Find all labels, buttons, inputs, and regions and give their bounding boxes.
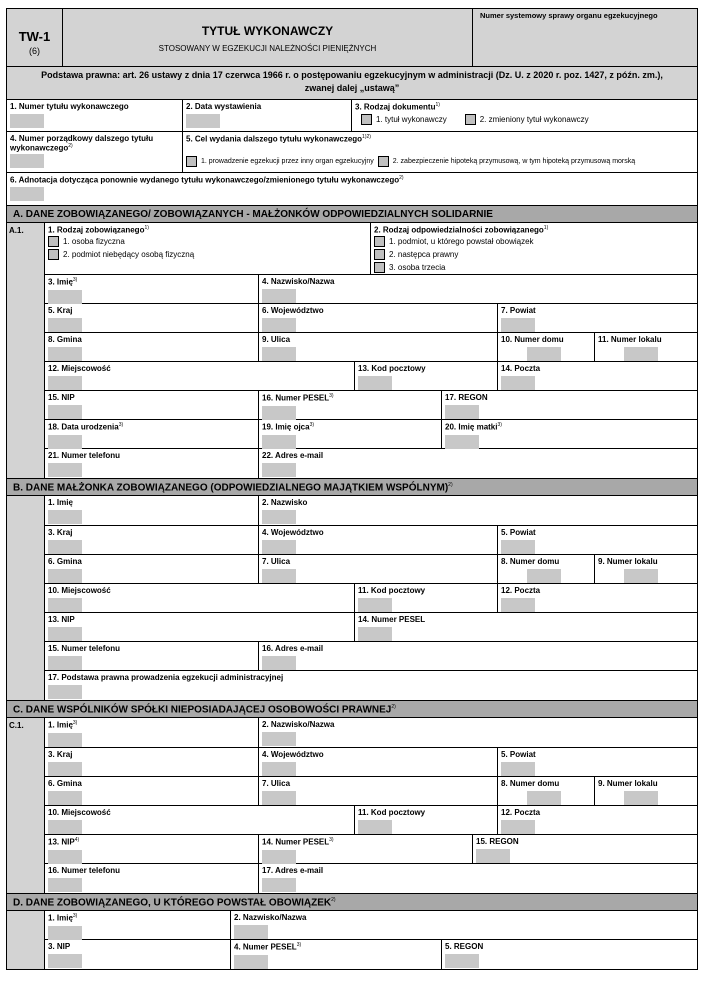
opt-natural-person: 1. osoba fizyczna [63,236,125,246]
b-surname-label: 2. Nazwisko [262,498,308,507]
a-county-field[interactable] [501,318,535,332]
cell-title-number [7,100,183,131]
b-county-label: 5. Powiat [501,528,536,537]
c-voivodeship-label: 4. Województwo [262,750,324,759]
c-commune-field[interactable] [48,791,82,805]
d-nip-field[interactable] [48,954,82,968]
b-country-label: 3. Kraj [48,528,73,537]
section-b-title: B. DANE MAŁŻONKA ZOBOWIĄZANEGO (ODPOWIEDZIALNEGO MAJĄTKIEM WSPÓLNYM) [13,482,449,494]
cell-b-email [259,642,697,670]
b-voivodeship-field[interactable] [262,540,296,554]
cell-c-country [45,748,259,776]
section-d [6,911,698,970]
c-nip-sup: 4) [74,837,80,843]
section-a [6,223,698,479]
cell-annotation [7,173,697,205]
a-postal-code-label: 13. Kod pocztowy [358,364,426,373]
cell-a-email [259,449,697,478]
a-regon-label: 17. REGON [445,393,488,402]
c-flat-number-label: 9. Numer lokalu [598,779,658,788]
d-regon-field[interactable] [445,954,479,968]
cell-a-phone [45,449,259,478]
a-liability-type-sup: 1) [543,225,549,231]
d-first-name-sup: 3) [72,913,78,919]
b-flat-number-field[interactable] [624,569,658,583]
b-post-office-field[interactable] [501,598,535,612]
a-mother-name-label: 20. Imię matki [445,422,498,432]
b-country-field[interactable] [48,540,82,554]
a-surname-label: 4. Nazwisko/Nazwa [262,277,335,286]
checkbox-third-party[interactable] [374,262,385,273]
cell-a-father-name [259,420,442,448]
section-c [6,718,698,894]
section-a-header [6,206,698,223]
a-debtor-type-label: 1. Rodzaj zobowiązanego [48,225,145,235]
c-postal-code-label: 11. Kod pocztowy [358,808,426,817]
a-debtor-type-sup: 1) [144,225,149,231]
d-regon-label: 5. REGON [445,942,484,951]
b-first-name-field[interactable] [48,510,82,524]
a-mother-name-field[interactable] [445,435,479,449]
d-first-name-field[interactable] [48,926,82,940]
a-father-name-field[interactable] [262,435,296,449]
ordinal-number-label: 4. Numer porządkowy dalszego tytułu wykonawczego [10,134,154,153]
a-post-office-label: 14. Poczta [501,364,541,373]
document-type-label: 3. Rodzaj dokumentu [355,102,436,112]
section-c-gutter [7,718,45,893]
a-birth-date-sup: 3) [118,422,124,428]
checkbox-changed-title[interactable] [465,114,476,125]
a-voivodeship-field[interactable] [262,318,296,332]
document-type-sup: 1) [435,102,440,108]
cell-d-surname [231,911,697,939]
section-a-gutter [7,223,45,478]
b-legal-basis-field[interactable] [48,685,82,699]
form-title: TYTUŁ WYKONAWCZY [201,24,334,38]
b-city-label: 10. Miejscowość [48,586,111,595]
cell-b-street [259,555,498,583]
issue-date-field[interactable] [186,114,220,128]
b-postal-code-field[interactable] [358,598,392,612]
cell-b-postal-code [355,584,498,612]
d-pesel-field[interactable] [234,955,268,969]
section-b-sup: 2) [448,482,453,488]
ordinal-number-field[interactable] [10,154,44,168]
cell-b-country [45,526,259,554]
c-country-label: 3. Kraj [48,750,73,759]
cell-a-regon [442,391,697,419]
c-post-office-label: 12. Poczta [501,808,541,817]
form-version: (6) [29,46,40,56]
opt-mortgage: 2. zabezpieczenie hipoteką przymusową, w tym hipoteką przymusową morską [392,157,636,165]
section-d-gutter [7,911,45,969]
ordinal-number-sup: 2) [68,143,73,149]
c-postal-code-field[interactable] [358,820,392,834]
d-nip-label: 3. NIP [48,942,71,951]
cell-purpose [183,132,697,172]
purpose-sup: 1)2) [362,134,371,140]
b-phone-label: 15. Numer telefonu [48,644,121,653]
c-county-field[interactable] [501,762,535,776]
cell-c-voivodeship [259,748,498,776]
cell-a-surname [259,275,697,303]
c-regon-label: 15. REGON [476,837,519,846]
cell-b-nip [45,613,355,641]
cell-c-email [259,864,697,893]
b-street-field[interactable] [262,569,296,583]
section-b-header [6,479,698,496]
d-pesel-label: 4. Numer PESEL [234,942,297,952]
cell-a-nip [45,391,259,419]
b-nip-field[interactable] [48,627,82,641]
title-number-label: 1. Numer tytułu wykonawczego [10,102,129,111]
form [6,8,698,970]
cell-b-voivodeship [259,526,498,554]
cell-a-flat-number [595,333,697,361]
b-surname-field[interactable] [262,510,296,524]
c-country-field[interactable] [48,762,82,776]
cell-a-voivodeship [259,304,498,332]
opt-other-authority: 1. prowadzenie egzekucji przez inny organ egzekucyjny [201,157,374,165]
section-a-gutter-label: A.1. [9,226,24,235]
cell-a-street [259,333,498,361]
c-voivodeship-field[interactable] [262,762,296,776]
a-commune-field[interactable] [48,347,82,361]
b-house-number-label: 8. Numer domu [501,557,560,566]
a-voivodeship-label: 6. Województwo [262,306,324,315]
b-county-field[interactable] [501,540,535,554]
cell-d-regon [442,940,697,969]
cell-d-nip [45,940,231,969]
c-regon-field[interactable] [476,849,510,863]
cell-b-city [45,584,355,612]
section-c-sup: 2) [391,704,396,710]
form-header [6,8,698,67]
cell-b-county [498,526,697,554]
b-first-name-label: 1. Imię [48,498,73,507]
b-commune-label: 6. Gmina [48,557,82,566]
a-birth-date-label: 18. Data urodzenia [48,422,119,432]
legal-basis [6,67,698,100]
a-liability-type-label: 2. Rodzaj odpowiedzialności zobowiązanego [374,225,544,235]
section-d-header [6,894,698,911]
cell-c-house-number [498,777,595,805]
checkbox-natural-person[interactable] [48,236,59,247]
c-pesel-label: 14. Numer PESEL [262,837,330,847]
a-postal-code-field[interactable] [358,376,392,390]
a-pesel-sup: 3) [329,393,334,399]
a-flat-number-field[interactable] [624,347,658,361]
a-mother-name-sup: 3) [497,422,502,428]
section-c-gutter-label: C.1. [9,721,24,730]
c-email-field[interactable] [262,878,296,892]
c-house-number-label: 8. Numer domu [501,779,560,788]
cell-a-mother-name [442,420,697,448]
c-surname-field[interactable] [262,732,296,746]
d-surname-label: 2. Nazwisko/Nazwa [234,913,307,922]
section-d-sup: 2) [331,897,336,903]
a-regon-field[interactable] [445,405,479,419]
cell-a-first-name [45,275,259,303]
cell-c-street [259,777,498,805]
form-code: TW-1 [18,29,51,44]
c-first-name-label: 1. Imię [48,720,73,730]
a-father-name-label: 19. Imię ojca [262,422,310,432]
checkbox-legal-entity[interactable] [48,249,59,260]
b-email-label: 16. Adres e-mail [262,644,324,653]
b-house-number-field[interactable] [527,569,561,583]
d-surname-field[interactable] [234,925,268,939]
cell-b-legal-basis [45,671,697,700]
cell-c-city [45,806,355,834]
checkbox-obligation-origin[interactable] [374,236,385,247]
a-email-field[interactable] [262,463,296,477]
form-subtitle: STOSOWANY W EGZEKUCJI NALEŻNOŚCI PIENIĘŻNYCH [158,44,377,53]
a-email-label: 22. Adres e-mail [262,451,324,460]
cell-c-flat-number [595,777,697,805]
a-county-label: 7. Powiat [501,306,536,315]
cell-c-first-name [45,718,259,747]
annotation-label: 6. Adnotacja dotycząca ponownie wydanego tytułu wykonawczego/zmienionego tytułu wykonawczego [10,175,400,185]
b-pesel-label: 14. Numer PESEL [358,615,426,624]
section-b-gutter [7,496,45,700]
cell-document-type [352,100,697,131]
cell-c-postal-code [355,806,498,834]
b-phone-field[interactable] [48,656,82,670]
c-pesel-field[interactable] [262,850,296,864]
b-postal-code-label: 11. Kod pocztowy [358,586,426,595]
cell-c-surname [259,718,697,747]
opt-third-party: 3. osoba trzecia [389,262,446,272]
cell-a-debtor-type [45,223,371,274]
b-post-office-label: 12. Poczta [501,586,541,595]
a-flat-number-label: 11. Numer lokalu [598,335,662,344]
cell-b-surname [259,496,697,525]
a-nip-field[interactable] [48,405,82,419]
legal-basis-line1: Podstawa prawna: art. 26 ustawy z dnia 17 czerwca 1966 r. o postępowaniu egzekucyjnym w administracji (Dz. U. z 2020 r. poz. 1427, z późn. zm.), [41,70,663,80]
a-street-label: 9. Ulica [262,335,291,344]
checkbox-mortgage[interactable] [378,156,389,167]
cell-b-first-name [45,496,259,525]
cell-b-pesel [355,613,697,641]
opt-legal-entity: 2. podmiot niebędący osobą fizyczną [63,249,195,259]
legal-basis-line2: zwanej dalej „ustawą” [304,83,400,93]
checkbox-executive-title[interactable] [361,114,372,125]
section-b [6,496,698,701]
form-title-box [63,9,473,66]
c-county-label: 5. Powiat [501,750,536,759]
a-city-label: 12. Miejscowość [48,364,111,373]
c-street-label: 7. Ulica [262,779,291,788]
c-post-office-field[interactable] [501,820,535,834]
a-pesel-label: 16. Numer PESEL [262,393,330,403]
a-country-field[interactable] [48,318,82,332]
cell-a-county [498,304,697,332]
cell-a-birth-date [45,420,259,448]
form-code-box [7,9,63,66]
a-first-name-sup: 3) [72,277,78,283]
cell-b-flat-number [595,555,697,583]
b-legal-basis-label: 17. Podstawa prawna prowadzenia egzekucji administracyjnej [48,673,284,682]
c-street-field[interactable] [262,791,296,805]
d-first-name-label: 1. Imię [48,913,73,923]
a-surname-field[interactable] [262,289,296,303]
c-surname-label: 2. Nazwisko/Nazwa [262,720,335,729]
cell-c-commune [45,777,259,805]
section-a-title: A. DANE ZOBOWIĄZANEGO/ ZOBOWIĄZANYCH - MAŁŻONKÓW ODPOWIEDZIALNYCH SOLIDARNIE [13,209,493,220]
opt-legal-successor: 2. następca prawny [389,249,459,259]
c-city-field[interactable] [48,820,82,834]
cell-ordinal-number [7,132,183,172]
cell-b-house-number [498,555,595,583]
cell-a-post-office [498,362,697,390]
a-phone-field[interactable] [48,463,82,477]
issue-date-label: 2. Data wystawienia [186,102,262,111]
system-number-label: Numer systemowy sprawy organu egzekucyjnego [480,11,658,20]
c-city-label: 10. Miejscowość [48,808,111,817]
c-commune-label: 6. Gmina [48,779,82,788]
c-nip-label: 13. NIP [48,837,75,847]
annotation-field[interactable] [10,187,44,201]
cell-c-regon [473,835,697,863]
c-phone-field[interactable] [48,878,82,892]
c-first-name-field[interactable] [48,733,82,747]
cell-issue-date [183,100,352,131]
a-birth-date-field[interactable] [48,435,82,449]
annotation-sup: 2) [399,175,404,181]
purpose-label: 5. Cel wydania dalszego tytułu wykonawczego [186,134,363,144]
cell-d-pesel [231,940,442,969]
a-house-number-label: 10. Numer domu [501,335,564,344]
a-commune-label: 8. Gmina [48,335,82,344]
a-first-name-field[interactable] [48,290,82,304]
a-pesel-field[interactable] [262,406,296,420]
cell-a-liability-type [371,223,697,274]
a-street-field[interactable] [262,347,296,361]
cell-c-nip [45,835,259,863]
b-pesel-field[interactable] [358,627,392,641]
cell-a-commune [45,333,259,361]
b-commune-field[interactable] [48,569,82,583]
cell-a-postal-code [355,362,498,390]
section-c-header [6,701,698,718]
a-city-field[interactable] [48,376,82,390]
b-flat-number-label: 9. Numer lokalu [598,557,658,566]
c-first-name-sup: 3) [72,720,78,726]
cell-c-county [498,748,697,776]
cell-c-pesel [259,835,473,863]
c-pesel-sup: 3) [329,837,334,843]
a-first-name-label: 3. Imię [48,277,73,287]
opt-executive-title: 1. tytuł wykonawczy [376,114,447,124]
section-d-title: D. DANE ZOBOWIĄZANEGO, U KTÓREGO POWSTAŁ OBOWIĄZEK [13,897,332,909]
c-flat-number-field[interactable] [624,791,658,805]
cell-a-country [45,304,259,332]
b-email-field[interactable] [262,656,296,670]
cell-a-city [45,362,355,390]
c-nip-field[interactable] [48,850,82,864]
checkbox-legal-successor[interactable] [374,249,385,260]
d-pesel-sup: 3) [296,942,302,948]
system-number-box[interactable] [473,9,697,66]
cell-b-phone [45,642,259,670]
a-house-number-field[interactable] [527,347,561,361]
a-post-office-field[interactable] [501,376,535,390]
c-house-number-field[interactable] [527,791,561,805]
section-c-title: C. DANE WSPÓLNIKÓW SPÓŁKI NIEPOSIADAJĄCEJ OSOBOWOŚCI PRAWNEJ [13,704,392,716]
b-street-label: 7. Ulica [262,557,291,566]
a-father-name-sup: 3) [309,422,315,428]
title-number-field[interactable] [10,114,44,128]
c-phone-label: 16. Numer telefonu [48,866,121,875]
cell-a-pesel [259,391,442,419]
c-email-label: 17. Adres e-mail [262,866,324,875]
a-nip-label: 15. NIP [48,393,75,402]
checkbox-other-authority[interactable] [186,156,197,167]
cell-b-commune [45,555,259,583]
opt-obligation-origin: 1. podmiot, u którego powstał obowiązek [389,236,534,246]
cell-b-post-office [498,584,697,612]
b-voivodeship-label: 4. Województwo [262,528,324,537]
cell-d-first-name [45,911,231,939]
cell-c-phone [45,864,259,893]
opt-changed-title: 2. zmieniony tytuł wykonawczy [479,114,589,124]
cell-c-post-office [498,806,697,834]
b-city-field[interactable] [48,598,82,612]
a-country-label: 5. Kraj [48,306,73,315]
cell-a-house-number [498,333,595,361]
b-nip-label: 13. NIP [48,615,75,624]
a-phone-label: 21. Numer telefonu [48,451,121,460]
